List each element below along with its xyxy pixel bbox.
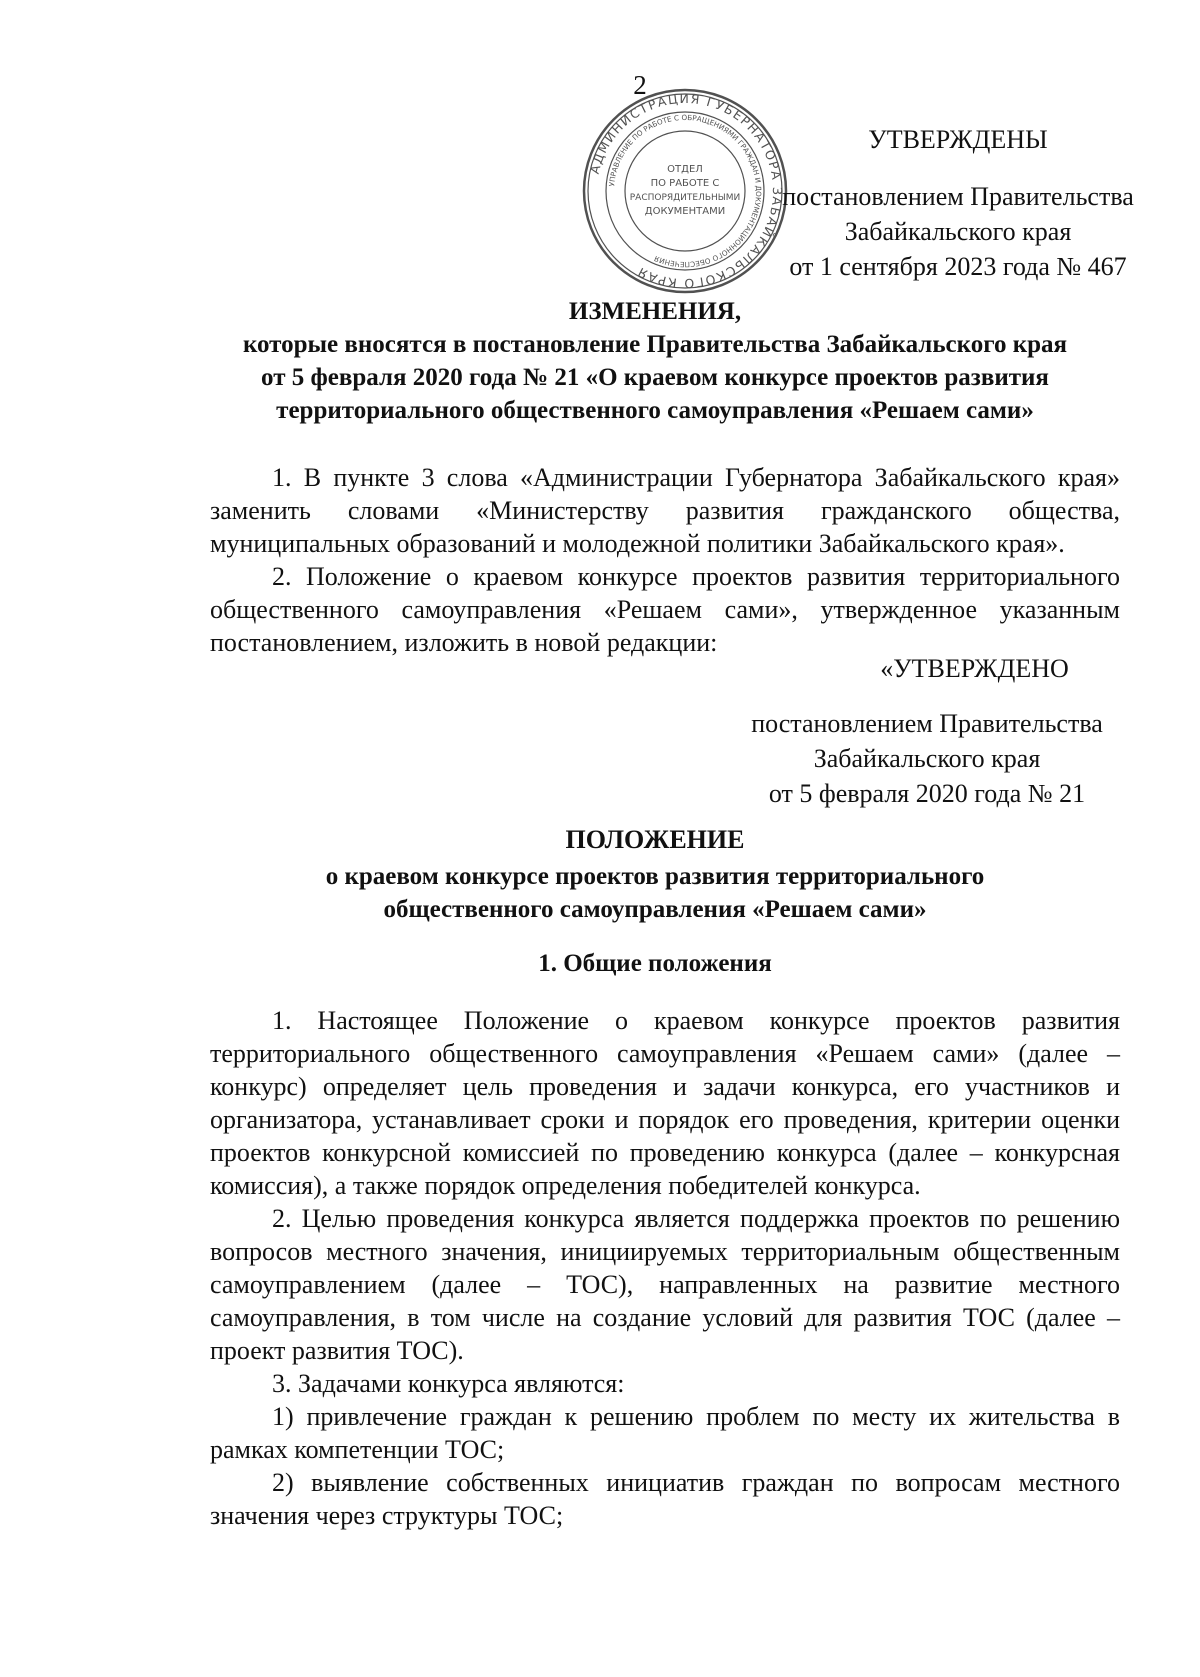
svg-text:УПРАВЛЕНИЕ ПО РАБОТЕ С ОБРАЩЕН bbox=[607, 113, 763, 269]
approval-heading: «УТВЕРЖДЕНО bbox=[880, 654, 1069, 683]
stamp-center-line-2: ПО РАБОТЕ С bbox=[650, 178, 720, 189]
approval-line: от 5 февраля 2020 года № 21 bbox=[768, 779, 1086, 808]
approval-line: от 1 сентября 2023 года № 467 bbox=[789, 252, 1127, 281]
approval-line: Забайкальского края bbox=[844, 217, 1072, 246]
approval-block-regulation bbox=[727, 651, 1127, 811]
approval-block-top bbox=[772, 122, 1144, 284]
changes-subtitle-line: территориального общественного самоуправления «Решаем сами» bbox=[276, 397, 1034, 424]
approval-line: постановлением Правительства bbox=[782, 182, 1134, 211]
changes-subtitle-line: от 5 февраля 2020 года № 21 «О краевом конкурсе проектов развития bbox=[261, 364, 1049, 391]
section-1-body bbox=[210, 1004, 1120, 1532]
changes-subtitle-line: которые вносятся в постановление Правительства Забайкальского края bbox=[242, 331, 1068, 358]
changes-heading: ИЗМЕНЕНИЯ, bbox=[568, 298, 742, 325]
change-item: 2. Положение о краевом конкурсе проектов развития территориального общественного самоуправления «Решаем сами», утвержденное указанным постановлением, изложить в новой редакции: bbox=[210, 562, 1120, 657]
regulation-title bbox=[190, 823, 1120, 926]
regulation-heading: ПОЛОЖЕНИЕ bbox=[565, 825, 745, 854]
stamp-center-line-1: ОТДЕЛ bbox=[667, 164, 703, 175]
approval-line: Забайкальского края bbox=[813, 744, 1041, 773]
section-title: 1. Общие положения bbox=[538, 950, 772, 977]
regulation-subtitle-line: общественного самоуправления «Решаем сами» bbox=[383, 896, 927, 923]
stamp-outer-text: АДМИНИСТРАЦИЯ ГУБЕРНАТОРА ЗАБАЙКАЛЬСКОГО КРАЯ bbox=[586, 90, 786, 292]
stamp-inner-text: УПРАВЛЕНИЕ ПО РАБОТЕ С ОБРАЩЕНИЯМИ ГРАЖДАН И ДОКУМЕНТАЦИОННОГО ОБЕСПЕЧЕНИЯ bbox=[607, 112, 764, 270]
stamp-center-line-3: РАСПОРЯДИТЕЛЬНЫМИ bbox=[629, 193, 741, 203]
list-item: 1) привлечение граждан к решению проблем по месту их жительства в рамках компетенции ТОС; bbox=[210, 1402, 1120, 1464]
paragraph: 1. Настоящее Положение о краевом конкурсе проектов развития территориального общественного самоуправления «Решаем сами» (далее – конкурс) определяет цель проведения и задачи конкурса, его участников и организатора, устанавливает сроки и порядок его проведения, критерии оценки проектов конкурсной комиссией по проведению конкурса (далее – конкурсная комиссия), а также порядок определения победителей конкурса. bbox=[210, 1006, 1120, 1200]
regulation-subtitle-line: о краевом конкурсе проектов развития территориального bbox=[325, 863, 985, 890]
approval-line: постановлением Правительства bbox=[751, 709, 1103, 738]
change-item: 1. В пункте 3 слова «Администрации Губернатора Забайкальского края» заменить словами «Министерству развития гражданского общества, муниципальных образований и молодежной политики Забайкальского края». bbox=[210, 463, 1120, 558]
official-seal-stamp bbox=[580, 86, 790, 296]
changes-title bbox=[190, 295, 1120, 427]
list-item: 2) выявление собственных инициатив граждан по вопросам местного значения через структуры ТОС; bbox=[210, 1468, 1120, 1530]
page-number: 2 bbox=[633, 70, 647, 100]
changes-list bbox=[210, 461, 1120, 659]
paragraph: 2. Целью проведения конкурса является поддержка проектов по решению вопросов местного значения, инициируемых территориальным общественным самоуправлением (далее – ТОС), направленных на развитие местного самоуправления, в том числе на создание условий для развития ТОС (далее – проект развития ТОС). bbox=[210, 1204, 1120, 1365]
stamp-center-line-4: ДОКУМЕНТАМИ bbox=[644, 206, 726, 217]
paragraph: 3. Задачами конкурса являются: bbox=[272, 1369, 625, 1398]
approval-heading: УТВЕРЖДЕНЫ bbox=[868, 125, 1048, 154]
